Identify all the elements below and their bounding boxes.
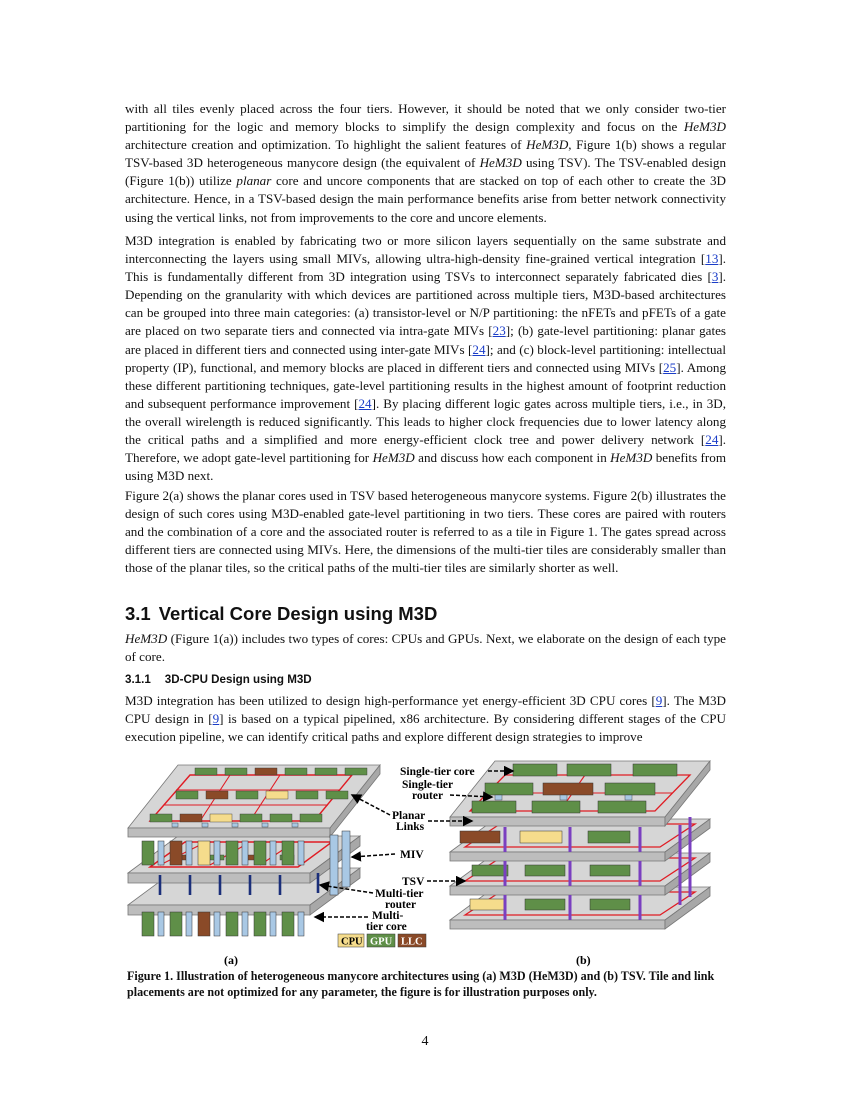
citation-link[interactable]: 13 <box>705 251 719 267</box>
paragraph-1: with all tiles evenly placed across the four tiers. However, it should be noted that we only consider two-tier partitioning for the logic and memory blocks to simplify the design complexity and focus on the HeM3D architecture creation and optimization. To highlight the salient features of HeM3D, Figure 1(b) shows a regular TSV-based 3D heterogeneous manycore design (the equivalent of HeM3D using TSV). The TSV-enabled design (Figure 1(b)) utilize planar core and uncore components that are stacked on top of each other to create the 3D architecture. Hence, in a TSV-based design the main performance benefits arise from better network connectivity using the vertical links, not from improvements to the core and uncore elements. <box>125 101 727 225</box>
italic-term: HeM3D <box>372 450 415 466</box>
italic-term: HeM3D <box>610 450 653 466</box>
subfigure-a-label: (a) <box>224 953 238 967</box>
italic-term: HeM3D <box>125 631 168 646</box>
legend-cpu: CPU <box>341 936 363 948</box>
figure-1 <box>120 755 730 967</box>
citation-link[interactable]: 9 <box>212 711 220 727</box>
citation-link[interactable]: 3 <box>711 269 719 285</box>
paragraph-5: M3D integration has been utilized to design high-performance yet energy-efficient 3D CPU cores [9]. The M3D CPU design in [9] is based on a typical pipelined, x86 architecture. By considering different stages of the CPU execution pipeline, we can identify critical paths and explore different design strategies to improve <box>125 693 726 745</box>
citation-link[interactable]: 24 <box>705 432 719 448</box>
label-planar-links-2: Links <box>396 821 425 833</box>
label-single-tier-core: Single-tier core <box>400 766 475 778</box>
citation-link[interactable]: 9 <box>655 693 663 708</box>
label-multi-tier-router-2: router <box>385 899 417 911</box>
section-heading <box>125 603 437 625</box>
label-single-tier-router-1: Single-tier <box>402 779 454 791</box>
paragraph-4: HeM3D (Figure 1(a)) includes two types of cores: CPUs and GPUs. Next, we elaborate on the design of each type of core. <box>125 631 726 665</box>
italic-term: HeM3D <box>479 155 522 171</box>
citation-link[interactable]: 24 <box>358 395 372 411</box>
subsection-number: 3.1.1 <box>125 673 151 686</box>
italic-term: planar <box>236 173 272 189</box>
subsection-title: 3D-CPU Design using M3D <box>164 673 312 686</box>
label-tsv: TSV <box>402 876 425 888</box>
label-multi-tier-core-1: Multi- <box>372 910 404 922</box>
citation-link[interactable]: 23 <box>492 323 506 339</box>
page-number: 4 <box>421 1034 429 1049</box>
tsv-stack <box>450 761 710 929</box>
label-miv: MIV <box>400 849 424 861</box>
paragraph-3: Figure 2(a) shows the planar cores used in TSV based heterogeneous manycore systems. Figure 2(b) illustrates the design of such cores using M3D-enabled gate-level partitioning in two tiers. These cores are paired with routers and the combination of a core and the associated router is referred to as a tile in Figure 1. The gates spread across different tiers are connected using MIVs. Here, the dimensions of the multi-tier tiles are considerably smaller than those of the planar tiles, so the critical paths of the multi-tier tiles are similarly shorter as well. <box>125 488 726 576</box>
paragraph-2: M3D integration is enabled by fabricating two or more silicon layers sequentially on the same substrate and interconnecting the layers using small MIVs, allowing ultra-high-density fine-grained vertical integration [13]. This is fundamentally different from 3D integration using TSVs to interconnect separately fabricated dies [3]. Depending on the granularity with which devices are partitioned across multiple tiers, M3D-based architectures can be grouped into three main categories: (a) transistor-level or N/P partitioning: the nFETs and pFETs of a gate are placed on two separate tiers and connected via intra-gate MIVs [23]; (b) gate-level partitioning: planar gates are placed in different tiers and connected using inter-gate MIVs [24]; and (c) block-level partitioning: intellectual property (IP), functional, and memory blocks are placed in different tiers and connected using MIVs [25]. Among these different partitioning techniques, gate-level partitioning results in the highest amount of footprint reduction and subsequent performance improvement [24]. By placing different logic gates across multiple tiers, i.e., in 3D, the overall wirelength is reduced significantly. This leads to higher clock frequencies due to lower latency along the critical paths and a simplified and more energy-efficient clock tree and power delivery network [24]. Therefore, we adopt gate-level partitioning for HeM3D and discuss how each component in HeM3D benefits from using M3D next. <box>125 233 727 484</box>
figure-caption: Figure 1. Illustration of heterogeneous manycore architectures using (a) M3D (HeM3D) and (b) TSV. Tile and link placements are not optimized for any parameter, the figure is for illustration purposes only. <box>127 969 715 999</box>
citation-link[interactable]: 25 <box>663 359 677 375</box>
italic-term: HeM3D <box>526 137 569 153</box>
label-multi-tier-core-2: tier core <box>366 921 407 933</box>
label-multi-tier-router-1: Multi-tier <box>375 888 424 900</box>
italic-term: HeM3D <box>683 119 726 135</box>
figure-legend <box>338 934 426 948</box>
figure-1-diagram <box>120 755 730 967</box>
label-planar-links-1: Planar <box>392 810 426 822</box>
legend-gpu: GPU <box>370 936 393 948</box>
citation-link[interactable]: 24 <box>472 341 486 357</box>
legend-llc: LLC <box>401 936 423 948</box>
m3d-layer-top <box>128 765 380 837</box>
subsection-heading <box>125 673 312 686</box>
subfigure-b-label: (b) <box>576 953 591 967</box>
m3d-stack <box>128 765 380 936</box>
m3d-pillars-lower <box>142 912 304 936</box>
section-title: Vertical Core Design using M3D <box>158 603 438 624</box>
section-number: 3.1 <box>125 603 151 624</box>
label-single-tier-router-2: router <box>412 790 444 802</box>
